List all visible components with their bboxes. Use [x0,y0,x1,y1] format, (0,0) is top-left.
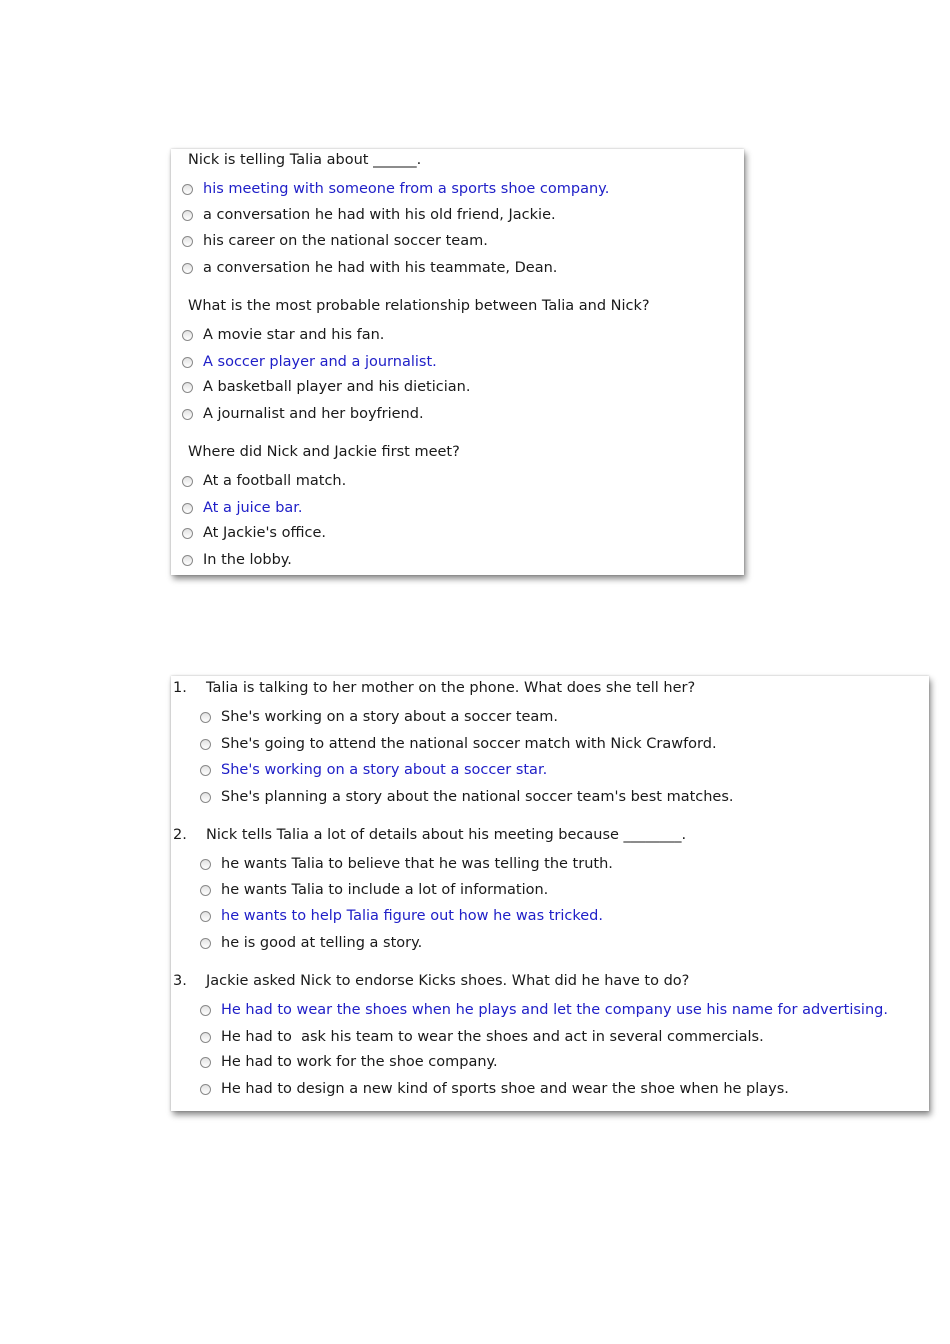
answer-option-label: his meeting with someone from a sports shoe company. [203,181,610,197]
radio-button-icon[interactable] [200,1057,211,1068]
radio-button-icon[interactable] [200,911,211,922]
radio-button-icon[interactable] [182,210,193,221]
radio-button-icon[interactable] [182,555,193,566]
radio-button-icon[interactable] [182,184,193,195]
radio-button-icon[interactable] [200,859,211,870]
radio-button-icon[interactable] [182,409,193,420]
radio-button-icon[interactable] [200,938,211,949]
answer-option-label: In the lobby. [203,552,292,568]
radio-button-icon[interactable] [182,357,193,368]
question-prompt: Jackie asked Nick to endorse Kicks shoes. What did he have to do? [206,973,690,989]
answer-option-label: he is good at telling a story. [221,935,423,951]
answer-option-label: a conversation he had with his old friend, Jackie. [203,207,556,223]
answer-option-label: At a juice bar. [203,500,303,516]
answer-option-label: he wants to help Talia figure out how he was tricked. [221,908,603,924]
radio-button-icon[interactable] [200,885,211,896]
radio-button-icon[interactable] [182,528,193,539]
answer-option-label: She's going to attend the national soccer match with Nick Crawford. [221,736,717,752]
answer-option-label: He had to ask his team to wear the shoes and act in several commercials. [221,1029,764,1045]
answer-option-label: She's working on a story about a soccer star. [221,762,548,778]
radio-button-icon[interactable] [182,236,193,247]
answer-option-label: A journalist and her boyfriend. [203,406,424,422]
answer-option-label: he wants Talia to believe that he was telling the truth. [221,856,613,872]
question-prompt: Where did Nick and Jackie first meet? [188,444,460,460]
answer-option-label: A soccer player and a journalist. [203,354,437,370]
radio-button-icon[interactable] [182,263,193,274]
radio-button-icon[interactable] [182,330,193,341]
radio-button-icon[interactable] [200,712,211,723]
answer-option-label: At Jackie's office. [203,525,326,541]
question-prompt: Nick tells Talia a lot of details about his meeting because ________. [206,827,687,843]
radio-button-icon[interactable] [200,1032,211,1043]
question-number: 1. [173,680,187,696]
answer-option-label: A basketball player and his dietician. [203,379,471,395]
quiz-panel-top [171,149,744,575]
answer-option-label: A movie star and his fan. [203,327,385,343]
radio-button-icon[interactable] [200,739,211,750]
answer-option-label: He had to wear the shoes when he plays and let the company use his name for advertising. [221,1002,888,1018]
radio-button-icon[interactable] [200,1005,211,1016]
question-prompt: Nick is telling Talia about ______. [188,152,422,168]
radio-button-icon[interactable] [182,476,193,487]
answer-option-label: his career on the national soccer team. [203,233,488,249]
question-number: 2. [173,827,187,843]
answer-option-label: At a football match. [203,473,347,489]
radio-button-icon[interactable] [200,1084,211,1095]
radio-button-icon[interactable] [182,382,193,393]
question-prompt: What is the most probable relationship between Talia and Nick? [188,298,650,314]
radio-button-icon[interactable] [200,792,211,803]
answer-option-label: he wants Talia to include a lot of information. [221,882,549,898]
question-number: 3. [173,973,187,989]
answer-option-label: She's working on a story about a soccer team. [221,709,559,725]
answer-option-label: She's planning a story about the national soccer team's best matches. [221,789,734,805]
radio-button-icon[interactable] [182,503,193,514]
answer-option-label: He had to design a new kind of sports shoe and wear the shoe when he plays. [221,1081,789,1097]
answer-option-label: a conversation he had with his teammate, Dean. [203,260,558,276]
radio-button-icon[interactable] [200,765,211,776]
quiz-panel-bottom [171,676,929,1111]
answer-option-label: He had to work for the shoe company. [221,1054,498,1070]
question-prompt: Talia is talking to her mother on the phone. What does she tell her? [206,680,696,696]
